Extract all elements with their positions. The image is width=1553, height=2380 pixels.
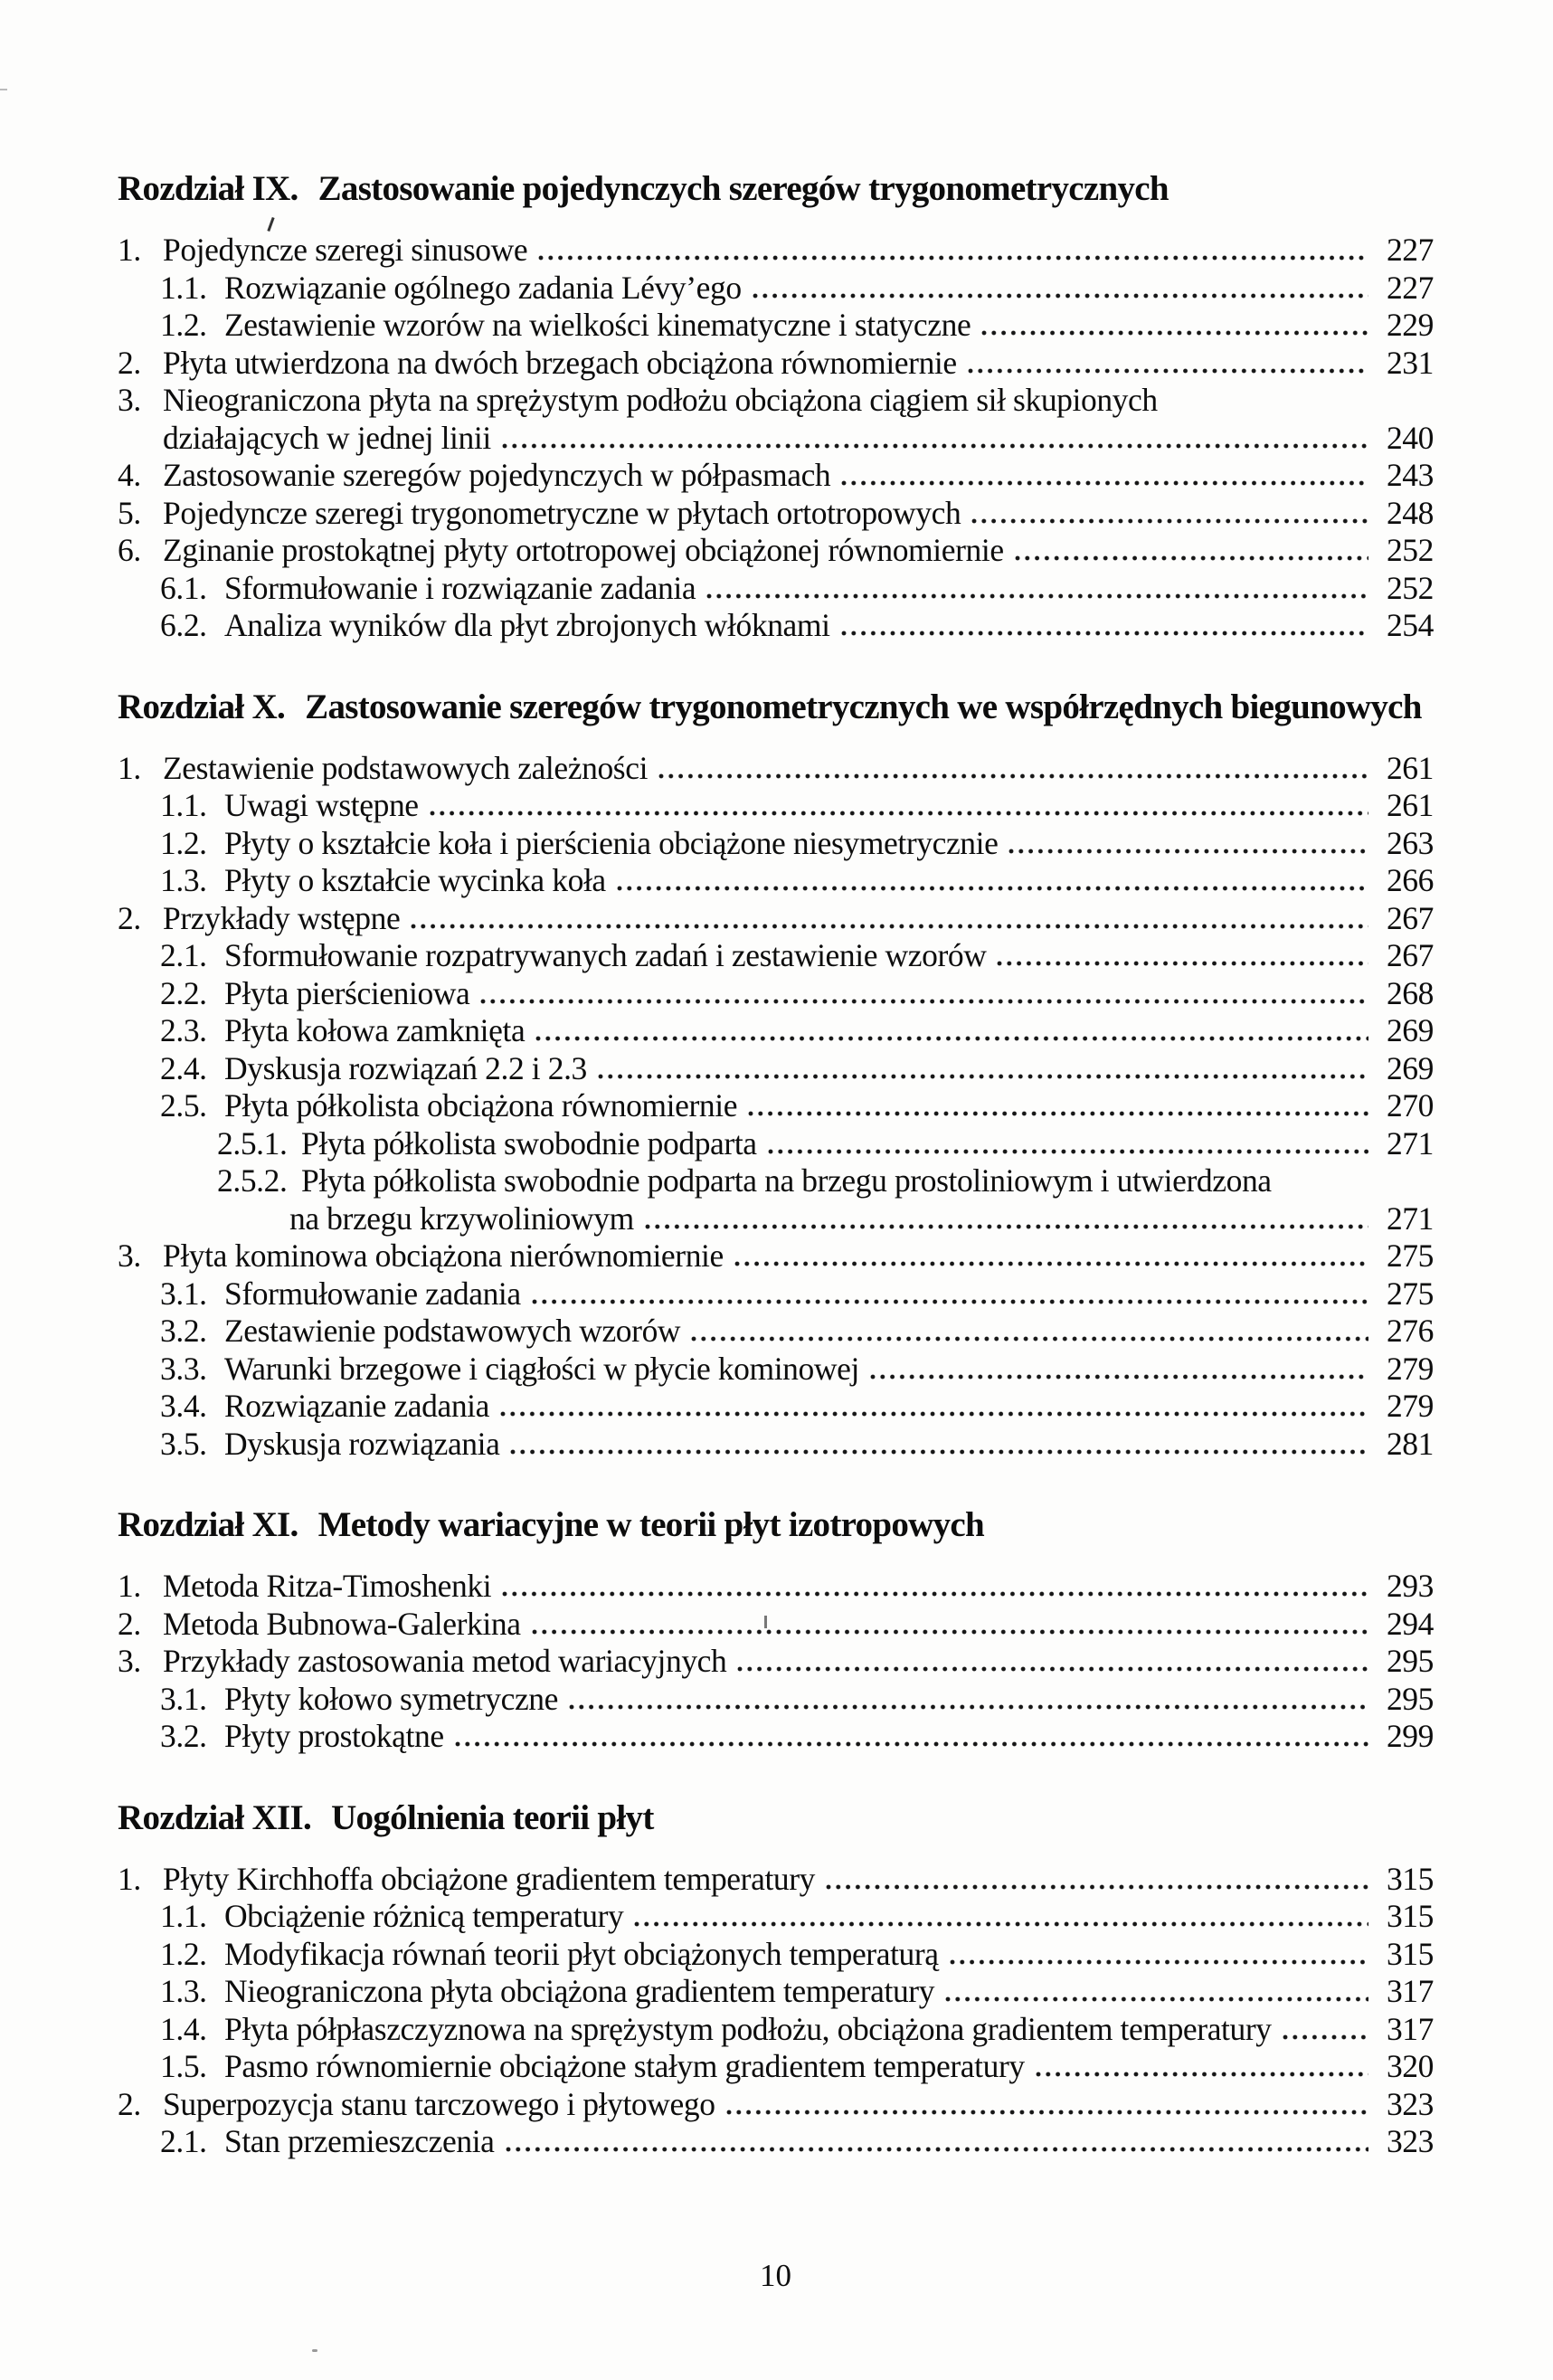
dot-leader <box>430 811 1368 816</box>
chapter-title <box>118 687 1434 728</box>
entry-page-number: 267 <box>1386 937 1434 973</box>
entry-number: 1.1. <box>160 1898 207 1934</box>
toc-entry <box>118 975 1434 1013</box>
entry-page-number: 261 <box>1386 749 1434 786</box>
dot-leader <box>768 1149 1368 1154</box>
entry-title: Płyta półkolista swobodnie podparta na brzegu prostoliniowym i utwierdzona <box>301 1162 1272 1199</box>
entry-number: 4. <box>118 457 141 493</box>
entry-number: 3.2. <box>160 1313 207 1349</box>
toc-entry <box>118 1426 1434 1464</box>
dot-leader <box>734 1261 1368 1266</box>
entry-title: Pasmo równomiernie obciążone stałym gradientem temperatury <box>224 2048 1025 2084</box>
entry-title: Pojedyncze szeregi trygonometryczne w płytach ortotropowych <box>163 494 961 531</box>
toc-entry <box>118 270 1434 308</box>
scan-artifact <box>312 2349 317 2352</box>
chapter-label: Rozdział IX. <box>118 169 298 208</box>
toc-entry <box>118 1012 1434 1050</box>
entry-title: Modyfikacja równań teorii płyt obciążonych temperaturą <box>224 1935 939 1972</box>
toc-entry <box>118 900 1434 938</box>
toc-entry <box>118 1606 1434 1644</box>
dot-leader <box>510 1449 1368 1455</box>
entry-page-number: 271 <box>1386 1199 1434 1237</box>
toc-entry <box>118 1388 1434 1426</box>
entry-number: 1. <box>118 749 141 786</box>
entry-number: 2.5. <box>160 1087 207 1124</box>
entry-page-number: 231 <box>1386 344 1434 381</box>
entry-page-number: 294 <box>1386 1605 1434 1642</box>
toc-entry <box>118 1087 1434 1125</box>
toc-entry <box>118 1568 1434 1606</box>
entry-title: Płyty prostokątne <box>224 1718 444 1754</box>
dot-leader <box>634 1921 1368 1927</box>
entry-number: 1.2. <box>160 307 207 343</box>
toc-entry <box>118 787 1434 825</box>
entry-number: 2. <box>118 344 141 381</box>
entry-number: 3. <box>118 1237 141 1274</box>
entry-title: Płyta półkolista swobodnie podparta <box>301 1124 757 1162</box>
dot-leader <box>645 1224 1368 1229</box>
entry-page-number: 254 <box>1386 607 1434 643</box>
toc-entry <box>118 1718 1434 1756</box>
entry-number: 6. <box>118 532 141 568</box>
entry-page-number: 295 <box>1386 1643 1434 1679</box>
toc-entry <box>118 1861 1434 1899</box>
toc-entry <box>118 570 1434 608</box>
entry-title: Superpozycja stanu tarczowego i płytowego <box>163 2085 715 2122</box>
toc-entry <box>118 750 1434 788</box>
entry-page-number: 275 <box>1386 1275 1434 1312</box>
entry-page-number: 315 <box>1386 1935 1434 1972</box>
dot-leader <box>981 330 1368 336</box>
entry-title: Metoda Ritza-Timoshenki <box>163 1568 492 1604</box>
entry-number: 3.3. <box>160 1350 207 1387</box>
toc-entry <box>118 607 1434 645</box>
entry-number: 3.2. <box>160 1718 207 1754</box>
entry-number: 1.3. <box>160 1973 207 2009</box>
toc-entry <box>118 1125 1434 1163</box>
chapter-section-1 <box>118 168 1434 645</box>
entry-number: 3.1. <box>160 1275 207 1312</box>
dot-leader <box>532 1299 1368 1304</box>
toc-entry <box>118 2011 1434 2049</box>
chapter-heading-text: Zastosowanie pojedynczych szeregów trygonometrycznych <box>317 169 1169 208</box>
dot-leader <box>480 999 1368 1004</box>
entry-title: Rozwiązanie zadania <box>224 1388 489 1424</box>
entry-number: 2.5.2. <box>217 1162 288 1199</box>
entry-page-number: 317 <box>1386 1973 1434 2009</box>
entry-number: 1.1. <box>160 787 207 823</box>
entry-page-number: 240 <box>1386 419 1434 456</box>
dot-leader <box>502 443 1368 449</box>
page-number: 10 <box>760 2258 791 2293</box>
entry-page-number: 229 <box>1386 307 1434 343</box>
entry-page-number: 243 <box>1386 457 1434 493</box>
entry-title: Zastosowanie szeregów pojedynczych w półpasmach <box>163 457 831 493</box>
dot-leader <box>748 1111 1368 1116</box>
toc-entry <box>118 1313 1434 1351</box>
entry-page-number: 320 <box>1386 2048 1434 2084</box>
chapter-title <box>118 1797 1434 1839</box>
entry-page-number: 269 <box>1386 1049 1434 1086</box>
entry-title: Analiza wyników dla płyt zbrojonych włóknami <box>224 607 830 643</box>
dot-leader <box>535 1036 1368 1041</box>
dot-leader <box>945 1996 1368 2002</box>
dot-leader <box>411 924 1368 929</box>
entry-number: 2.1. <box>160 937 207 973</box>
dot-leader <box>1009 849 1368 854</box>
entry-number: 1.4. <box>160 2010 207 2047</box>
dot-leader <box>617 886 1368 891</box>
dot-leader <box>706 593 1368 599</box>
entry-title: na brzegu krzywoliniowym <box>289 1199 634 1237</box>
chapter-heading-text: Zastosowanie szeregów trygonometrycznych we współrzędnych biegunowych <box>305 687 1422 726</box>
entry-page-number: 268 <box>1386 974 1434 1011</box>
dot-leader <box>1015 555 1368 561</box>
entry-title: Uwagi wstępne <box>224 787 419 823</box>
toc-entry <box>118 1200 1434 1238</box>
chapter-section-3 <box>118 1504 1434 1756</box>
entry-page-number: 276 <box>1386 1313 1434 1349</box>
toc-entry <box>118 937 1434 975</box>
entry-number: 2.4. <box>160 1049 207 1086</box>
entry-page-number: 295 <box>1386 1680 1434 1717</box>
dot-leader <box>968 368 1368 374</box>
toc-entry <box>118 382 1434 420</box>
entry-title: Zestawienie podstawowych wzorów <box>224 1313 681 1349</box>
entry-number: 1. <box>118 232 141 268</box>
toc-entry <box>118 532 1434 570</box>
entry-number: 1.2. <box>160 824 207 861</box>
toc-entry <box>118 1275 1434 1313</box>
entry-title: Sformułowanie rozpatrywanych zadań i zestawienie wzorów <box>224 937 987 973</box>
entry-title: Płyty o kształcie koła i pierścienia obciążone niesymetrycznie <box>224 824 999 861</box>
entry-number: 3.4. <box>160 1388 207 1424</box>
entry-title: Rozwiązanie ogólnego zadania Lévy’ego <box>224 269 742 306</box>
entry-number: 3. <box>118 1643 141 1679</box>
dot-leader <box>455 1741 1368 1747</box>
entry-page-number: 323 <box>1386 2085 1434 2122</box>
entry-title: Płyta półkolista obciążona równomiernie <box>224 1087 738 1124</box>
chapter-label: Rozdział X. <box>118 687 286 726</box>
entry-page-number: 269 <box>1386 1012 1434 1048</box>
dot-leader <box>971 518 1368 524</box>
entry-number: 5. <box>118 494 141 531</box>
toc-entry <box>118 2048 1434 2086</box>
dot-leader <box>532 1629 1368 1635</box>
dot-leader <box>726 2110 1368 2115</box>
chapter-section-2 <box>118 687 1434 1464</box>
entry-page-number: 299 <box>1386 1718 1434 1754</box>
toc-entry <box>118 825 1434 863</box>
entry-title: Płyta półpłaszczyznowa na sprężystym podłożu, obciążona gradientem temperatury <box>224 2010 1272 2047</box>
entry-title: Dyskusja rozwiązań 2.2 i 2.3 <box>224 1049 587 1086</box>
entry-number: 2. <box>118 1605 141 1642</box>
entry-page-number: 271 <box>1386 1124 1434 1162</box>
chapter-title <box>118 1504 1434 1546</box>
entry-number: 1. <box>118 1568 141 1604</box>
dot-leader <box>506 2147 1368 2152</box>
entry-number: 3.1. <box>160 1680 207 1717</box>
chapter-label: Rozdział XI. <box>118 1505 298 1544</box>
dot-leader <box>1283 2034 1368 2040</box>
toc-entry <box>118 1643 1434 1681</box>
entry-number: 1.5. <box>160 2048 207 2084</box>
dot-leader <box>502 1591 1368 1597</box>
entry-title: Płyty Kirchhoffa obciążone gradientem temperatury <box>163 1860 816 1897</box>
entry-page-number: 267 <box>1386 899 1434 936</box>
entry-number: 2.2. <box>160 974 207 1011</box>
entry-title: Nieograniczona płyta obciążona gradientem temperatury <box>224 1973 935 2009</box>
entry-title: Płyta utwierdzona na dwóch brzegach obciążona równomiernie <box>163 344 957 381</box>
dot-leader <box>870 1374 1368 1380</box>
dot-leader <box>1036 2072 1368 2077</box>
dot-leader <box>826 1884 1368 1890</box>
entry-title: Płyty o kształcie wycinka koła <box>224 862 606 898</box>
toc-entry <box>118 420 1434 458</box>
dot-leader <box>538 255 1368 261</box>
dot-leader <box>841 631 1368 636</box>
entry-number: 1. <box>118 1860 141 1897</box>
entry-title: Obciążenie różnicą temperatury <box>224 1898 624 1934</box>
entry-page-number: 252 <box>1386 532 1434 568</box>
toc-entry <box>118 495 1434 533</box>
entry-number: 1.2. <box>160 1935 207 1972</box>
entry-title: Zestawienie podstawowych zależności <box>163 749 649 786</box>
dot-leader <box>997 961 1368 966</box>
entry-page-number: 252 <box>1386 569 1434 606</box>
toc-entry <box>118 1898 1434 1936</box>
entry-number: 1.3. <box>160 862 207 898</box>
entry-number: 2.3. <box>160 1012 207 1048</box>
entry-number: 2. <box>118 899 141 936</box>
toc-entry <box>118 1351 1434 1389</box>
entry-title: Zestawienie wzorów na wielkości kinematyczne i statyczne <box>224 307 971 343</box>
chapter-label: Rozdział XII. <box>118 1797 312 1837</box>
entry-page-number: 261 <box>1386 787 1434 823</box>
toc-entry <box>118 232 1434 270</box>
entry-page-number: 227 <box>1386 269 1434 306</box>
entry-title: Przykłady wstępne <box>163 899 401 936</box>
chapter-title <box>118 168 1434 210</box>
entry-title: Sformułowanie zadania <box>224 1275 521 1312</box>
table-of-contents <box>118 168 1434 2161</box>
entry-title: Pojedyncze szeregi sinusowe <box>163 232 528 268</box>
chapter-heading-text: Metody wariacyjne w teorii płyt izotropowych <box>317 1505 984 1544</box>
entry-page-number: 281 <box>1386 1425 1434 1462</box>
dot-leader <box>753 293 1368 299</box>
entry-page-number: 293 <box>1386 1568 1434 1604</box>
dot-leader <box>658 773 1368 779</box>
dot-leader <box>950 1959 1368 1965</box>
chapter-section-4 <box>118 1797 1434 2161</box>
entry-page-number: 227 <box>1386 232 1434 268</box>
entry-title: Nieograniczona płyta na sprężystym podłożu obciążona ciągiem sił skupionych <box>163 382 1158 418</box>
entry-page-number: 266 <box>1386 862 1434 898</box>
chapter-heading-text: Uogólnienia teorii płyt <box>331 1797 654 1837</box>
entry-title: Dyskusja rozwiązania <box>224 1425 500 1462</box>
entry-page-number: 323 <box>1386 2123 1434 2159</box>
entry-page-number: 279 <box>1386 1388 1434 1424</box>
entry-title: Stan przemieszczenia <box>224 2123 495 2159</box>
entry-title: Płyty kołowo symetryczne <box>224 1680 559 1717</box>
entry-number: 3.5. <box>160 1425 207 1462</box>
entry-title: Płyta kołowa zamknięta <box>224 1012 526 1048</box>
scan-artifact <box>0 89 7 90</box>
entry-title: Zginanie prostokątnej płyty ortotropowej obciążonej równomiernie <box>163 532 1004 568</box>
entry-number: 2. <box>118 2085 141 2122</box>
dot-leader <box>691 1336 1368 1342</box>
entry-title: Sformułowanie i rozwiązanie zadania <box>224 569 696 606</box>
entry-page-number: 275 <box>1386 1237 1434 1274</box>
toc-entry <box>118 457 1434 495</box>
dot-leader <box>598 1074 1368 1079</box>
entry-page-number: 315 <box>1386 1898 1434 1934</box>
entry-page-number: 263 <box>1386 824 1434 861</box>
toc-entry <box>118 862 1434 900</box>
toc-entry <box>118 1237 1434 1275</box>
dot-leader <box>569 1704 1368 1710</box>
toc-entry <box>118 2086 1434 2124</box>
toc-entry <box>118 307 1434 345</box>
toc-entry <box>118 1973 1434 2011</box>
entry-page-number: 270 <box>1386 1087 1434 1124</box>
entry-number: 6.1. <box>160 569 207 606</box>
entry-title: działających w jednej linii <box>163 419 491 456</box>
toc-entry <box>118 1050 1434 1088</box>
entry-page-number: 248 <box>1386 494 1434 531</box>
entry-title: Warunki brzegowe i ciągłości w płycie kominowej <box>224 1350 859 1387</box>
scan-artifact <box>764 1616 767 1628</box>
entry-title: Płyta pierścieniowa <box>224 974 470 1011</box>
dot-leader <box>841 480 1368 486</box>
toc-entry <box>118 1681 1434 1719</box>
entry-title: Płyta kominowa obciążona nierównomiernie <box>163 1237 724 1274</box>
toc-entry <box>118 2123 1434 2161</box>
toc-entry <box>118 345 1434 383</box>
toc-entry <box>118 1162 1434 1200</box>
dot-leader <box>500 1411 1368 1417</box>
entry-page-number: 317 <box>1386 2010 1434 2047</box>
entry-title: Metoda Bubnowa-Galerkina <box>163 1605 521 1642</box>
entry-number: 6.2. <box>160 607 207 643</box>
entry-number: 3. <box>118 382 141 418</box>
entry-number: 1.1. <box>160 269 207 306</box>
toc-entry <box>118 1936 1434 1974</box>
entry-page-number: 279 <box>1386 1350 1434 1387</box>
entry-number: 2.5.1. <box>217 1124 288 1162</box>
dot-leader <box>737 1666 1368 1672</box>
entry-title: Przykłady zastosowania metod wariacyjnych <box>163 1643 727 1679</box>
entry-page-number: 315 <box>1386 1860 1434 1897</box>
entry-number: 2.1. <box>160 2123 207 2159</box>
